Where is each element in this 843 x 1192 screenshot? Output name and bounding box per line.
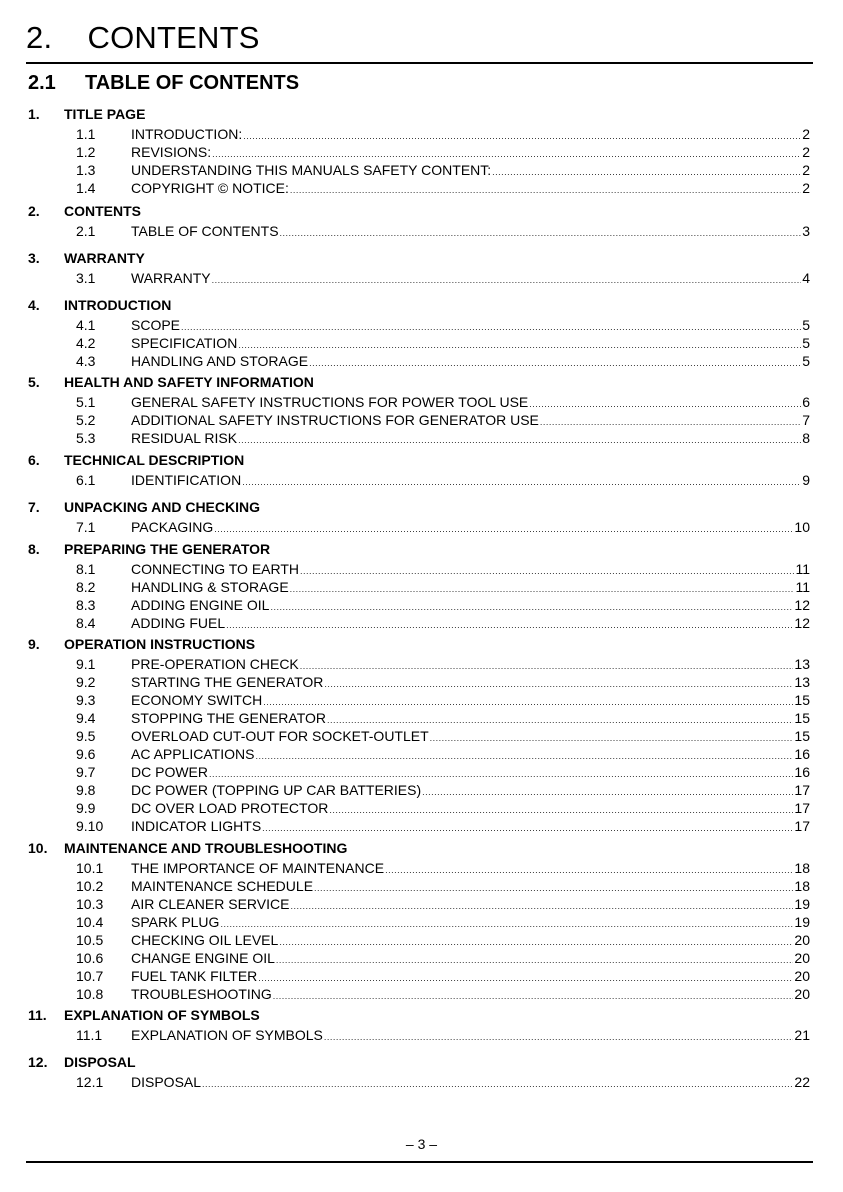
entry-title: COPYRIGHT © NOTICE: <box>131 180 289 196</box>
entry-title: INDICATOR LIGHTS <box>131 818 262 834</box>
leader-dots <box>238 337 801 353</box>
toc-entry[interactable] <box>76 800 810 816</box>
leader-dots <box>212 146 801 162</box>
toc-entry[interactable] <box>76 950 810 966</box>
page-number: – 3 – <box>405 1136 438 1152</box>
entry-number: 6.1 <box>76 472 96 488</box>
entry-page-number: 9 <box>802 472 810 488</box>
entry-number: 12.1 <box>76 1074 104 1090</box>
toc-heading <box>28 72 299 95</box>
entry-page-number: 17 <box>794 782 810 798</box>
section-number: 11. <box>28 1007 47 1023</box>
section-heading[interactable] <box>28 374 314 390</box>
leader-dots <box>385 862 793 878</box>
entry-page-number: 2 <box>802 144 810 160</box>
entry-title: DC POWER (TOPPING UP CAR BATTERIES) <box>131 782 422 798</box>
entry-title: IDENTIFICATION <box>131 472 242 488</box>
leader-dots <box>280 225 802 241</box>
leader-dots <box>276 952 794 968</box>
section-heading[interactable] <box>28 203 141 219</box>
entry-number: 8.4 <box>76 615 96 631</box>
entry-page-number: 11 <box>795 561 810 577</box>
entry-page-number: 20 <box>794 986 810 1002</box>
entry-number: 10.5 <box>76 932 104 948</box>
toc-entry[interactable] <box>76 860 810 876</box>
entry-page-number: 15 <box>794 710 810 726</box>
leader-dots <box>327 712 793 728</box>
entry-title: SCOPE <box>131 317 181 333</box>
toc-entry[interactable] <box>76 561 810 577</box>
entry-number: 7.1 <box>76 519 96 535</box>
toc-entry[interactable] <box>76 430 810 446</box>
entry-title: AIR CLEANER SERVICE <box>131 896 290 912</box>
section-heading[interactable] <box>28 541 270 557</box>
entry-page-number: 2 <box>802 162 810 178</box>
entry-title: SPECIFICATION <box>131 335 238 351</box>
leader-dots <box>238 432 801 448</box>
entry-number: 4.2 <box>76 335 96 351</box>
entry-title: UNDERSTANDING THIS MANUALS SAFETY CONTENT: <box>131 162 492 178</box>
leader-dots <box>529 396 801 412</box>
toc-entry[interactable] <box>76 710 810 726</box>
entry-page-number: 5 <box>802 317 810 333</box>
entry-title: GENERAL SAFETY INSTRUCTIONS FOR POWER TOOL USE <box>131 394 529 410</box>
leader-dots <box>290 898 793 914</box>
leader-dots <box>492 164 801 180</box>
toc-entry[interactable] <box>76 412 810 428</box>
entry-title: CHECKING OIL LEVEL <box>131 932 279 948</box>
entry-title: CONNECTING TO EARTH <box>131 561 300 577</box>
entry-title: STOPPING THE GENERATOR <box>131 710 327 726</box>
toc-entry[interactable] <box>76 878 810 894</box>
entry-title: ADDING FUEL <box>131 615 226 631</box>
toc-entry[interactable] <box>76 472 810 488</box>
entry-number: 9.9 <box>76 800 96 816</box>
entry-title: THE IMPORTANCE OF MAINTENANCE <box>131 860 385 876</box>
leader-dots <box>202 1076 793 1092</box>
entry-page-number: 2 <box>802 180 810 196</box>
leader-dots <box>324 676 793 692</box>
section-number: 9. <box>28 636 40 652</box>
entry-page-number: 6 <box>802 394 810 410</box>
leader-dots <box>300 563 794 579</box>
toc-entry[interactable] <box>76 896 810 912</box>
entry-number: 8.1 <box>76 561 96 577</box>
entry-number: 10.8 <box>76 986 104 1002</box>
section-title: HEALTH AND SAFETY INFORMATION <box>64 374 314 390</box>
toc-heading-label: TABLE OF CONTENTS <box>85 72 300 94</box>
entry-page-number: 10 <box>794 519 810 535</box>
entry-page-number: 3 <box>802 223 810 239</box>
section-heading[interactable] <box>28 1054 136 1070</box>
entry-title: REVISIONS: <box>131 144 212 160</box>
entry-page-number: 5 <box>802 353 810 369</box>
toc-entry[interactable] <box>76 597 810 613</box>
leader-dots <box>314 880 793 896</box>
toc-entry[interactable] <box>76 615 810 631</box>
section-title: WARRANTY <box>64 250 145 266</box>
entry-number: 5.1 <box>76 394 96 410</box>
entry-title: DC POWER <box>131 764 208 780</box>
toc-entry[interactable] <box>76 1027 810 1043</box>
toc-entry[interactable] <box>76 656 810 672</box>
toc-entry[interactable] <box>76 728 810 744</box>
entry-title: ECONOMY SWITCH <box>131 692 263 708</box>
section-title: MAINTENANCE AND TROUBLESHOOTING <box>64 840 348 856</box>
entry-title: EXPLANATION OF SYMBOLS <box>131 1027 323 1043</box>
toc-entry[interactable] <box>76 818 810 834</box>
section-number: 8. <box>28 541 40 557</box>
section-title: PREPARING THE GENERATOR <box>64 541 271 557</box>
section-heading[interactable] <box>28 452 244 468</box>
entry-number: 9.3 <box>76 692 96 708</box>
entry-page-number: 13 <box>794 656 810 672</box>
entry-number: 9.2 <box>76 674 96 690</box>
entry-page-number: 18 <box>794 878 810 894</box>
toc-entry[interactable] <box>76 914 810 930</box>
toc-entry[interactable] <box>76 932 810 948</box>
entry-page-number: 8 <box>802 430 810 446</box>
entry-title: PACKAGING <box>131 519 214 535</box>
section-title: INTRODUCTION <box>64 297 172 313</box>
entry-page-number: 20 <box>794 950 810 966</box>
section-title: EXPLANATION OF SYMBOLS <box>64 1007 260 1023</box>
section-title: OPERATION INSTRUCTIONS <box>64 636 256 652</box>
leader-dots <box>329 802 793 818</box>
toc-entry[interactable] <box>76 986 810 1002</box>
section-number: 10. <box>28 840 48 856</box>
section-number: 2. <box>28 203 40 219</box>
leader-dots <box>324 1029 794 1045</box>
section-number: 4. <box>28 297 40 313</box>
leader-dots <box>300 658 794 674</box>
entry-page-number: 13 <box>794 674 810 690</box>
entry-number: 11.1 <box>76 1027 103 1043</box>
leader-dots <box>214 521 793 537</box>
entry-title: SPARK PLUG <box>131 914 220 930</box>
entry-page-number: 16 <box>794 764 810 780</box>
entry-number: 1.2 <box>76 144 96 160</box>
entry-number: 1.4 <box>76 180 96 196</box>
section-number: 12. <box>28 1054 48 1070</box>
entry-page-number: 17 <box>794 800 810 816</box>
entry-page-number: 15 <box>794 728 810 744</box>
leader-dots <box>263 694 793 710</box>
leader-dots <box>181 319 801 335</box>
section-heading[interactable] <box>28 840 347 856</box>
toc-entry[interactable] <box>76 579 810 595</box>
entry-title: STARTING THE GENERATOR <box>131 674 324 690</box>
entry-number: 5.2 <box>76 412 96 428</box>
entry-title: TABLE OF CONTENTS <box>131 223 279 239</box>
leader-dots <box>270 599 793 615</box>
section-title: CONTENTS <box>64 203 141 219</box>
toc-entry[interactable] <box>76 1074 810 1090</box>
entry-number: 9.8 <box>76 782 96 798</box>
toc-entry[interactable] <box>76 692 810 708</box>
section-number: 3. <box>28 250 40 266</box>
leader-dots <box>290 182 801 198</box>
entry-number: 4.3 <box>76 353 96 369</box>
entry-number: 10.4 <box>76 914 104 930</box>
section-number: 7. <box>28 499 40 515</box>
entry-number: 9.4 <box>76 710 96 726</box>
entry-page-number: 2 <box>802 126 810 142</box>
entry-title: HANDLING AND STORAGE <box>131 353 309 369</box>
entry-page-number: 5 <box>802 335 810 351</box>
page-title: 2. CONTENTS <box>26 20 260 55</box>
entry-title: CHANGE ENGINE OIL <box>131 950 275 966</box>
leader-dots <box>262 820 793 836</box>
section-heading[interactable] <box>28 297 171 313</box>
entry-title: TROUBLESHOOTING <box>131 986 272 1002</box>
entry-title: WARRANTY <box>131 270 211 286</box>
toc-entry[interactable] <box>76 270 810 286</box>
section-heading[interactable] <box>28 250 145 266</box>
entry-page-number: 19 <box>794 896 810 912</box>
entry-number: 10.3 <box>76 896 104 912</box>
entry-page-number: 20 <box>794 968 810 984</box>
entry-number: 9.6 <box>76 746 96 762</box>
leader-dots <box>430 730 794 746</box>
section-title: TECHNICAL DESCRIPTION <box>64 452 245 468</box>
leader-dots <box>422 784 793 800</box>
section-heading[interactable] <box>28 499 260 515</box>
section-number: 5. <box>28 374 40 390</box>
toc-entry[interactable] <box>76 144 810 160</box>
toc-entry[interactable] <box>76 335 810 351</box>
entry-number: 9.7 <box>76 764 96 780</box>
leader-dots <box>243 128 801 144</box>
section-title: UNPACKING AND CHECKING <box>64 499 260 515</box>
leader-dots <box>209 766 793 782</box>
entry-title: ADDITIONAL SAFETY INSTRUCTIONS FOR GENERATOR USE <box>131 412 539 428</box>
toc-entry[interactable] <box>76 968 810 984</box>
entry-title: HANDLING & STORAGE <box>131 579 289 595</box>
entry-page-number: 20 <box>794 932 810 948</box>
entry-page-number: 4 <box>802 270 810 286</box>
entry-title: DC OVER LOAD PROTECTOR <box>131 800 329 816</box>
toc-entry[interactable] <box>76 223 810 239</box>
toc-entry[interactable] <box>76 353 810 369</box>
section-heading[interactable] <box>28 106 145 122</box>
entry-title: RESIDUAL RISK <box>131 430 238 446</box>
title-divider <box>26 62 813 64</box>
entry-page-number: 19 <box>794 914 810 930</box>
toc-entry[interactable] <box>76 519 810 535</box>
toc-entry[interactable] <box>76 746 810 762</box>
entry-number: 1.1 <box>76 126 96 142</box>
footer-divider <box>26 1161 813 1163</box>
toc-heading-number: 2.1 <box>28 72 56 94</box>
section-heading[interactable] <box>28 1007 260 1023</box>
entry-number: 5.3 <box>76 430 96 446</box>
entry-title: FUEL TANK FILTER <box>131 968 258 984</box>
leader-dots <box>226 617 793 633</box>
leader-dots <box>309 355 801 371</box>
entry-title: PRE-OPERATION CHECK <box>131 656 299 672</box>
entry-page-number: 16 <box>794 746 810 762</box>
entry-page-number: 12 <box>794 615 810 631</box>
section-title: TITLE PAGE <box>64 106 146 122</box>
entry-number: 8.3 <box>76 597 96 613</box>
entry-number: 1.3 <box>76 162 96 178</box>
leader-dots <box>540 414 801 430</box>
leader-dots <box>220 916 793 932</box>
leader-dots <box>255 748 793 764</box>
entry-number: 9.10 <box>76 818 104 834</box>
leader-dots <box>279 934 793 950</box>
entry-page-number: 12 <box>794 597 810 613</box>
leader-dots <box>258 970 793 986</box>
entry-title: INTRODUCTION: <box>131 126 243 142</box>
entry-title: DISPOSAL <box>131 1074 202 1090</box>
leader-dots <box>212 272 802 288</box>
toc-entry[interactable] <box>76 764 810 780</box>
entry-page-number: 7 <box>802 412 810 428</box>
toc-entry[interactable] <box>76 782 810 798</box>
entry-number: 3.1 <box>76 270 96 286</box>
entry-title: MAINTENANCE SCHEDULE <box>131 878 314 894</box>
toc-entry[interactable] <box>76 317 810 333</box>
entry-number: 2.1 <box>76 223 96 239</box>
toc-entry[interactable] <box>76 394 810 410</box>
entry-page-number: 18 <box>794 860 810 876</box>
entry-number: 10.6 <box>76 950 104 966</box>
entry-number: 4.1 <box>76 317 96 333</box>
section-title: DISPOSAL <box>64 1054 136 1070</box>
entry-number: 9.1 <box>76 656 96 672</box>
entry-number: 10.1 <box>76 860 104 876</box>
entry-page-number: 17 <box>794 818 810 834</box>
entry-page-number: 22 <box>794 1074 810 1090</box>
entry-number: 10.7 <box>76 968 104 984</box>
toc-entry[interactable] <box>76 162 810 178</box>
entry-number: 8.2 <box>76 579 96 595</box>
entry-title: OVERLOAD CUT-OUT FOR SOCKET-OUTLET <box>131 728 429 744</box>
section-heading[interactable] <box>28 636 255 652</box>
leader-dots <box>290 581 795 597</box>
section-number: 1. <box>28 106 40 122</box>
leader-dots <box>242 474 801 490</box>
toc-entry[interactable] <box>76 180 810 196</box>
leader-dots <box>273 988 794 1004</box>
entry-page-number: 11 <box>795 579 810 595</box>
entry-number: 10.2 <box>76 878 104 894</box>
entry-page-number: 21 <box>794 1027 810 1043</box>
entry-title: AC APPLICATIONS <box>131 746 255 762</box>
toc-entry[interactable] <box>76 126 810 142</box>
entry-page-number: 15 <box>794 692 810 708</box>
section-number: 6. <box>28 452 40 468</box>
entry-title: ADDING ENGINE OIL <box>131 597 270 613</box>
toc-entry[interactable] <box>76 674 810 690</box>
entry-number: 9.5 <box>76 728 96 744</box>
